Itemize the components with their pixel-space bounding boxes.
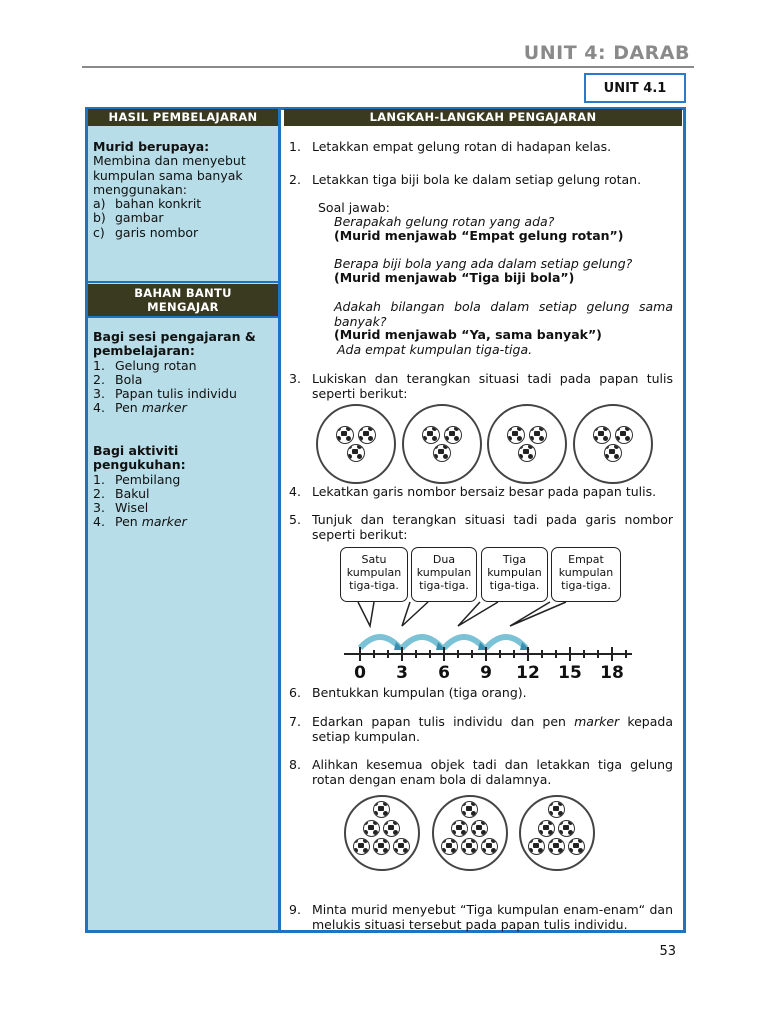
step-2: 2. Letakkan tiga biji bola ke dalam setiap gelung rotan. (289, 172, 642, 187)
step-9: 9. Minta murid menyebut “Tiga kumpulan enam-enam“ dan melukis situasi tersebut pada papan tulis individu. (289, 902, 673, 932)
step-5: 5. Tunjuk dan terangkan situasi tadi pada garis nombor seperti berikut: (289, 512, 673, 542)
objective-item: c) garis nombor (93, 224, 199, 240)
activity-item: 4. Pen marker (93, 514, 187, 530)
answer-3: (Murid menjawab “Ya, sama banyak”) (334, 327, 602, 342)
speech-bubble: Tiga kumpulan tiga-tiga. (481, 547, 548, 602)
ball-icon (461, 801, 478, 818)
answer-2: (Murid menjawab “Tiga biji bola”) (334, 270, 575, 285)
session-item: 3. Papan tulis individu (93, 386, 237, 402)
speech-bubble: Satu kumpulan tiga-tiga. (340, 547, 408, 602)
ball-icon (433, 444, 451, 462)
ball-icon (461, 838, 478, 855)
number-line-label: 6 (438, 663, 450, 682)
step-6: 6. Bentukkan kumpulan (tiga orang). (289, 685, 527, 700)
ball-icon (528, 838, 545, 855)
ball-icon (363, 820, 380, 837)
teaching-aids-heading-line2: MENGAJAR (147, 300, 219, 314)
ball-icon (529, 426, 547, 444)
objective-lead: Murid berupaya: (93, 139, 210, 154)
learning-objectives (93, 140, 246, 240)
step-1: 1. Letakkan empat gelung rotan di hadapan kelas. (289, 139, 612, 154)
ball-icon (548, 838, 565, 855)
ball-icon (568, 838, 585, 855)
step-4: 4. Lekatkan garis nombor bersaiz besar pada papan tulis. (289, 484, 657, 499)
activity-item: 2. Bakul (93, 485, 150, 501)
number-line-label: 12 (516, 663, 540, 682)
bubble-tail (402, 602, 428, 626)
ball-icon (518, 444, 536, 462)
step-8: 8. Alihkan kesemua objek tadi dan letakkan tiga gelung rotan dengan enam bola di dalamnya. (289, 757, 673, 787)
number-line-label: 9 (480, 663, 492, 682)
ball-icon (373, 838, 390, 855)
session-title: Bagi sesi pengajaran & (93, 329, 256, 344)
number-line-label: 15 (558, 663, 582, 682)
activity-item: 1. Pembilang (93, 471, 181, 487)
page-number: 53 (659, 944, 676, 959)
objective-line: kumpulan sama banyak (93, 167, 243, 183)
objective-item: b) gambar (93, 210, 164, 226)
ball-icon (538, 820, 555, 837)
ball-icon (336, 426, 354, 444)
step-3: 3. Lukiskan dan terangkan situasi tadi pada papan tulis seperti berikut: (289, 371, 673, 401)
activity-materials (93, 444, 187, 530)
bubble-tail (358, 602, 374, 626)
speech-bubble: Empat kumpulan tiga-tiga. (551, 547, 621, 602)
ball-icon (358, 426, 376, 444)
unit-code: UNIT 4.1 (603, 80, 667, 96)
activity-item: 3. Wisel (93, 500, 149, 516)
activity-title: Bagi aktiviti (93, 443, 179, 458)
number-line-label: 0 (354, 663, 366, 682)
ball-icon (393, 838, 410, 855)
ball-icon (548, 801, 565, 818)
teaching-aids-heading (88, 284, 278, 316)
teaching-steps-heading: LANGKAH-LANGKAH PENGAJARAN (284, 109, 682, 126)
bubble-tail (458, 602, 498, 626)
number-line-label: 3 (396, 663, 408, 682)
ball-icon (615, 426, 633, 444)
ball-icon (451, 820, 468, 837)
ball-icon (444, 426, 462, 444)
bubble-tail (510, 602, 566, 626)
objective-line: Membina dan menyebut (93, 153, 246, 169)
jump-arc (360, 637, 400, 648)
ball-icon (373, 801, 390, 818)
number-line-label: 18 (600, 663, 624, 682)
activity-title: pengukuhan: (93, 457, 186, 473)
ball-icon (593, 426, 611, 444)
question-1: Berapakah gelung rotan yang ada? (334, 214, 555, 229)
session-materials (93, 330, 256, 416)
step-7: 7. Edarkan papan tulis individu dan pen marker kepada setiap kumpulan. (289, 714, 673, 744)
qa-label: Soal jawab: (318, 200, 390, 215)
note: Ada empat kumpulan tiga-tiga. (337, 342, 533, 357)
ball-icon (347, 444, 365, 462)
jump-arc (444, 637, 484, 648)
question-3: Adakah bilangan bola dalam setiap gelung sama banyak? (334, 299, 673, 329)
ball-icon (422, 426, 440, 444)
jump-arc (402, 637, 442, 648)
ball-icon (507, 426, 525, 444)
ball-icon (558, 820, 575, 837)
ball-icon (383, 820, 400, 837)
ball-icon (481, 838, 498, 855)
answer-1: (Murid menjawab “Empat gelung rotan”) (334, 228, 624, 243)
left-divider-bottom (88, 316, 278, 318)
speech-bubble: Dua kumpulan tiga-tiga. (411, 547, 477, 602)
jump-arc (486, 637, 526, 648)
left-divider-top (88, 281, 278, 283)
learning-outcome-heading: HASIL PEMBELAJARAN (88, 109, 278, 126)
session-item: 1. Gelung rotan (93, 357, 197, 373)
objective-item: a) bahan konkrit (93, 196, 202, 212)
unit-title: UNIT 4: DARAB (523, 42, 690, 64)
ball-icon (471, 820, 488, 837)
session-item: 2. Bola (93, 371, 143, 387)
question-2: Berapa biji bola yang ada dalam setiap gelung? (334, 256, 633, 271)
session-title: pembelajaran: (93, 343, 195, 359)
jump-arcs (360, 637, 526, 648)
unit-code-box (584, 73, 686, 103)
header-rule (82, 66, 694, 68)
ball-icon (604, 444, 622, 462)
session-item: 4. Pen marker (93, 400, 187, 416)
objective-line: menggunakan: (93, 181, 187, 197)
teaching-aids-heading-line1: BAHAN BANTU (134, 286, 232, 300)
ball-icon (353, 838, 370, 855)
ball-icon (441, 838, 458, 855)
number-line-diagram (330, 598, 640, 682)
